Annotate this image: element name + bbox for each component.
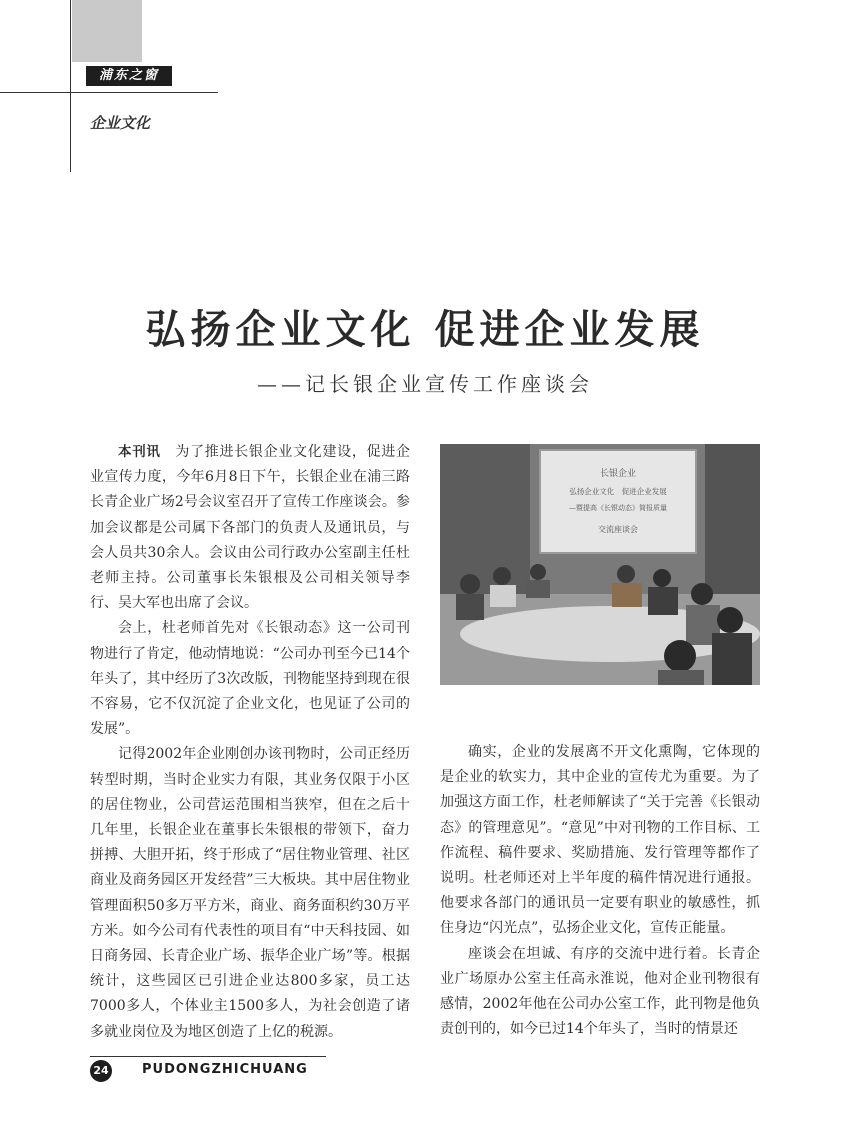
header-horizontal-rule: [0, 92, 218, 93]
article-subtitle: ——记长银企业宣传工作座谈会: [257, 372, 593, 396]
screen-line-4: 交流座谈会: [598, 525, 638, 534]
section-label: 企业文化: [90, 114, 151, 132]
header-vertical-rule: [70, 0, 71, 172]
paragraph-1: [90, 440, 410, 616]
paragraph-4: 确实，企业的发展离不开文化熏陶，它体现的是企业的软实力，其中企业的宣传尤为重要。为了加强这方面工作，杜老师解读了“关于完善《长银动态》的管理意见”。“意见”中对刊物的工作目标、工作流程、稿件要求、奖励措施、发行管理等都作了说明。杜老师还对上半年度的稿件情况进行通报。他要求各部门的通讯员一定要有职业的敏感性，抓住身边“闪光点”，弘扬企业文化，宣传正能量。: [440, 744, 760, 937]
left-column: [90, 440, 410, 1045]
paragraph-3: 记得2002年企业刚创办该刊物时，公司正经历转型时期，当时企业实力有限，其业务仅限于小区的居住物业，公司营运范围相当狭窄，但在之后十几年里，长银企业在董事长朱银根的带领下，奋力拼搏、大胆开拓，终于形成了“居住物业管理、社区商业及商务园区开发经营”三大板块。其中居住物业管理面积50多万平方米，商业、商务面积约30万平方米。如今公司有代表性的项目有“中天科技园、如日商务园、长青企业广场、振华企业广场”等。根据统计，这些园区已引进企业达800多家，员工达7000多人，个体业主1500多人，为社会创造了诸多就业岗位及为地区创造了上亿的税源。: [90, 746, 410, 1040]
meeting-photo-illustration: [440, 444, 760, 685]
footer-rule: [90, 1056, 326, 1057]
header-grey-block: [72, 0, 142, 62]
paragraph-2: 会上，杜老师首先对《长银动态》这一公司刊物进行了肯定，他动情地说：“公司办刊至今已14个年头了，其中经历了3次改版，刊物能坚持到现在很不容易，它不仅沉淀了企业文化，也见证了公司的发展”。: [90, 620, 410, 738]
page-number-badge: 24: [90, 1060, 112, 1082]
right-column: [440, 740, 760, 1042]
paragraph-1-text: 为了推进长银企业文化建设，促进企业宣传力度，今年6月8日下午，长银企业在浦三路长青企业广场2号会议室召开了宣传工作座谈会。参加会议都是公司属下各部门的负责人及通讯员，与会人员共30余人。会议由公司行政办公室副主任杜老师主持。公司董事长朱银根及公司相关领导李行、吴大军也出席了会议。: [90, 444, 411, 612]
masthead-logo: 浦东之窗: [86, 66, 172, 86]
meeting-photo: [440, 444, 760, 685]
article-title: 弘扬企业文化 促进企业发展: [145, 307, 705, 353]
screen-line-2: 弘扬企业文化 促进企业发展: [569, 487, 667, 496]
screen-line-3: —暨提高《长银动态》简报质量: [569, 504, 667, 512]
footer-magazine-name: PUDONGZHICHUANG: [142, 1062, 308, 1077]
screen-line-1: 长银企业: [599, 469, 637, 479]
paragraph-5: 座谈会在坦诚、有序的交流中进行着。长青企业广场原办公室主任高永淮说，他对企业刊物很有感情，2002年他在公司办公室工作，此刊物是他负责创刊的，如今已过14个年头了，当时的情景还: [440, 945, 760, 1038]
lead-label: 本刊讯: [118, 444, 161, 460]
